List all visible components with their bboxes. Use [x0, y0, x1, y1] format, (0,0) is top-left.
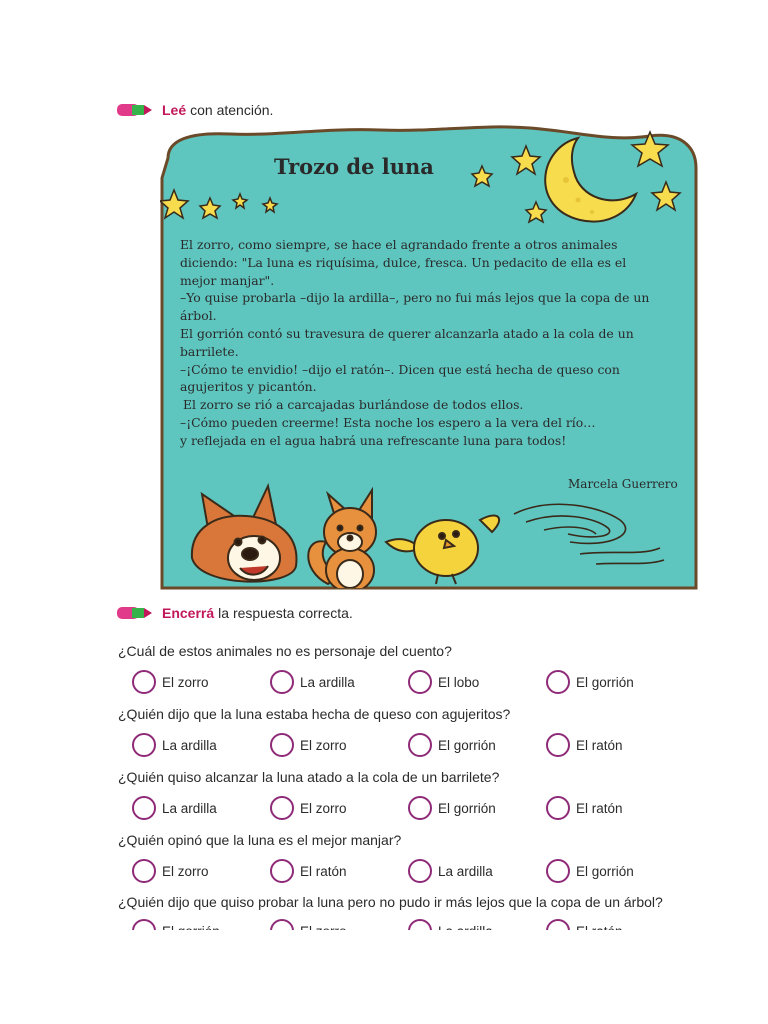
answer-circle[interactable] [132, 859, 156, 883]
question-text: ¿Quién dijo que quiso probar la luna pero no pudo ir más lejos que la copa de un árbol? [118, 894, 663, 910]
answer-label: El gorrión [576, 674, 634, 690]
answer-option[interactable] [132, 731, 270, 759]
answer-label: La ardilla [162, 737, 217, 753]
answer-label: El gorrión [576, 863, 634, 879]
answer-option[interactable] [408, 731, 546, 759]
answer-option[interactable] [408, 857, 546, 885]
story-line: y reflejada en el agua habrá una refrescante luna para todos! [180, 432, 567, 448]
story-decorations [160, 128, 700, 238]
story-line: mejor manjar". [180, 272, 275, 288]
answer-circle[interactable] [132, 733, 156, 757]
answer-options [132, 731, 684, 759]
answer-circle[interactable] [132, 796, 156, 820]
instruction-circle-rest: la respuesta correcta. [218, 605, 353, 621]
answer-option[interactable] [132, 668, 270, 696]
answer-option[interactable] [546, 794, 684, 822]
pencil-icon [116, 102, 156, 118]
answer-circle[interactable] [546, 796, 570, 820]
answer-label: El zorro [162, 674, 209, 690]
answer-options [132, 857, 684, 885]
answer-circle[interactable] [408, 733, 432, 757]
question-text: ¿Quién quiso alcanzar la luna atado a la cola de un barrilete? [118, 769, 500, 785]
story-line: –¡Cómo pueden creerme! Esta noche los espero a la vera del río… [180, 414, 596, 430]
answer-option[interactable] [270, 731, 408, 759]
answer-circle[interactable] [546, 859, 570, 883]
question-text: ¿Cuál de estos animales no es personaje del cuento? [118, 643, 452, 659]
story-author: Marcela Guerrero [568, 477, 678, 491]
answer-circle[interactable] [270, 733, 294, 757]
answer-option[interactable] [546, 731, 684, 759]
answer-circle[interactable] [270, 796, 294, 820]
answer-options [132, 668, 684, 696]
instruction-circle [116, 603, 353, 623]
answer-circle[interactable] [408, 859, 432, 883]
answer-option[interactable] [132, 794, 270, 822]
answer-label: El gorrión [438, 737, 496, 753]
story-line: –Yo quise probarla –dijo la ardilla–, pero no fui más lejos que la copa de un [180, 290, 650, 306]
bird-illustration [386, 516, 499, 584]
answer-options [132, 794, 684, 822]
answer-circle[interactable] [270, 670, 294, 694]
answer-option[interactable] [270, 857, 408, 885]
page-cutoff [0, 930, 768, 1024]
instruction-read [116, 100, 273, 120]
river-ripples [514, 504, 664, 564]
answer-label: El gorrión [438, 800, 496, 816]
story-line: barrilete. [180, 343, 239, 359]
animal-scene [150, 470, 702, 588]
answer-label: El zorro [300, 737, 347, 753]
story-line: El zorro, como siempre, se hace el agrandado frente a otros animales [180, 237, 618, 252]
answer-option[interactable] [546, 857, 684, 885]
pencil-icon [116, 605, 156, 621]
story-line: diciendo: "La luna es riquísima, dulce, fresca. Un pedacito de ella es el [180, 254, 627, 270]
story-line: agujeritos y picantón. [180, 379, 317, 395]
answer-circle[interactable] [132, 670, 156, 694]
answer-option[interactable] [132, 857, 270, 885]
answer-option[interactable] [408, 668, 546, 696]
answer-label: El ratón [576, 737, 623, 753]
answer-circle[interactable] [546, 733, 570, 757]
answer-label: La ardilla [438, 863, 493, 879]
answer-circle[interactable] [408, 796, 432, 820]
answer-label: El lobo [438, 674, 480, 690]
story-line: –¡Cómo te envidio! –dijo el ratón–. Dicen que está hecha de queso con [180, 361, 620, 377]
story-line: árbol. [180, 308, 217, 324]
instruction-read-verb: Leé [162, 102, 187, 118]
story-title: Trozo de luna [274, 154, 434, 179]
answer-label: La ardilla [162, 800, 217, 816]
question-text: ¿Quién opinó que la luna es el mejor manjar? [118, 832, 402, 848]
answer-label: El ratón [300, 863, 347, 879]
answer-option[interactable] [270, 668, 408, 696]
story-line: El gorrión contó su travesura de querer alcanzarla atado a la cola de un [180, 325, 634, 341]
instruction-read-rest: con atención. [190, 102, 274, 118]
instruction-circle-verb: Encerrá [162, 605, 215, 621]
answer-label: El ratón [576, 800, 623, 816]
story-line: El zorro se rió a carcajadas burlándose de todos ellos. [183, 397, 524, 413]
answer-option[interactable] [270, 794, 408, 822]
answer-label: La ardilla [300, 674, 355, 690]
fox-illustration [192, 486, 297, 582]
answer-circle[interactable] [270, 859, 294, 883]
moon-icon [545, 138, 636, 222]
answer-option[interactable] [546, 668, 684, 696]
question-text: ¿Quién dijo que la luna estaba hecha de queso con agujeritos? [118, 706, 511, 722]
answer-label: El zorro [162, 863, 209, 879]
story-body [180, 236, 700, 450]
answer-option[interactable] [408, 794, 546, 822]
answer-label: El zorro [300, 800, 347, 816]
answer-circle[interactable] [546, 670, 570, 694]
squirrel-illustration [308, 490, 376, 588]
answer-circle[interactable] [408, 670, 432, 694]
